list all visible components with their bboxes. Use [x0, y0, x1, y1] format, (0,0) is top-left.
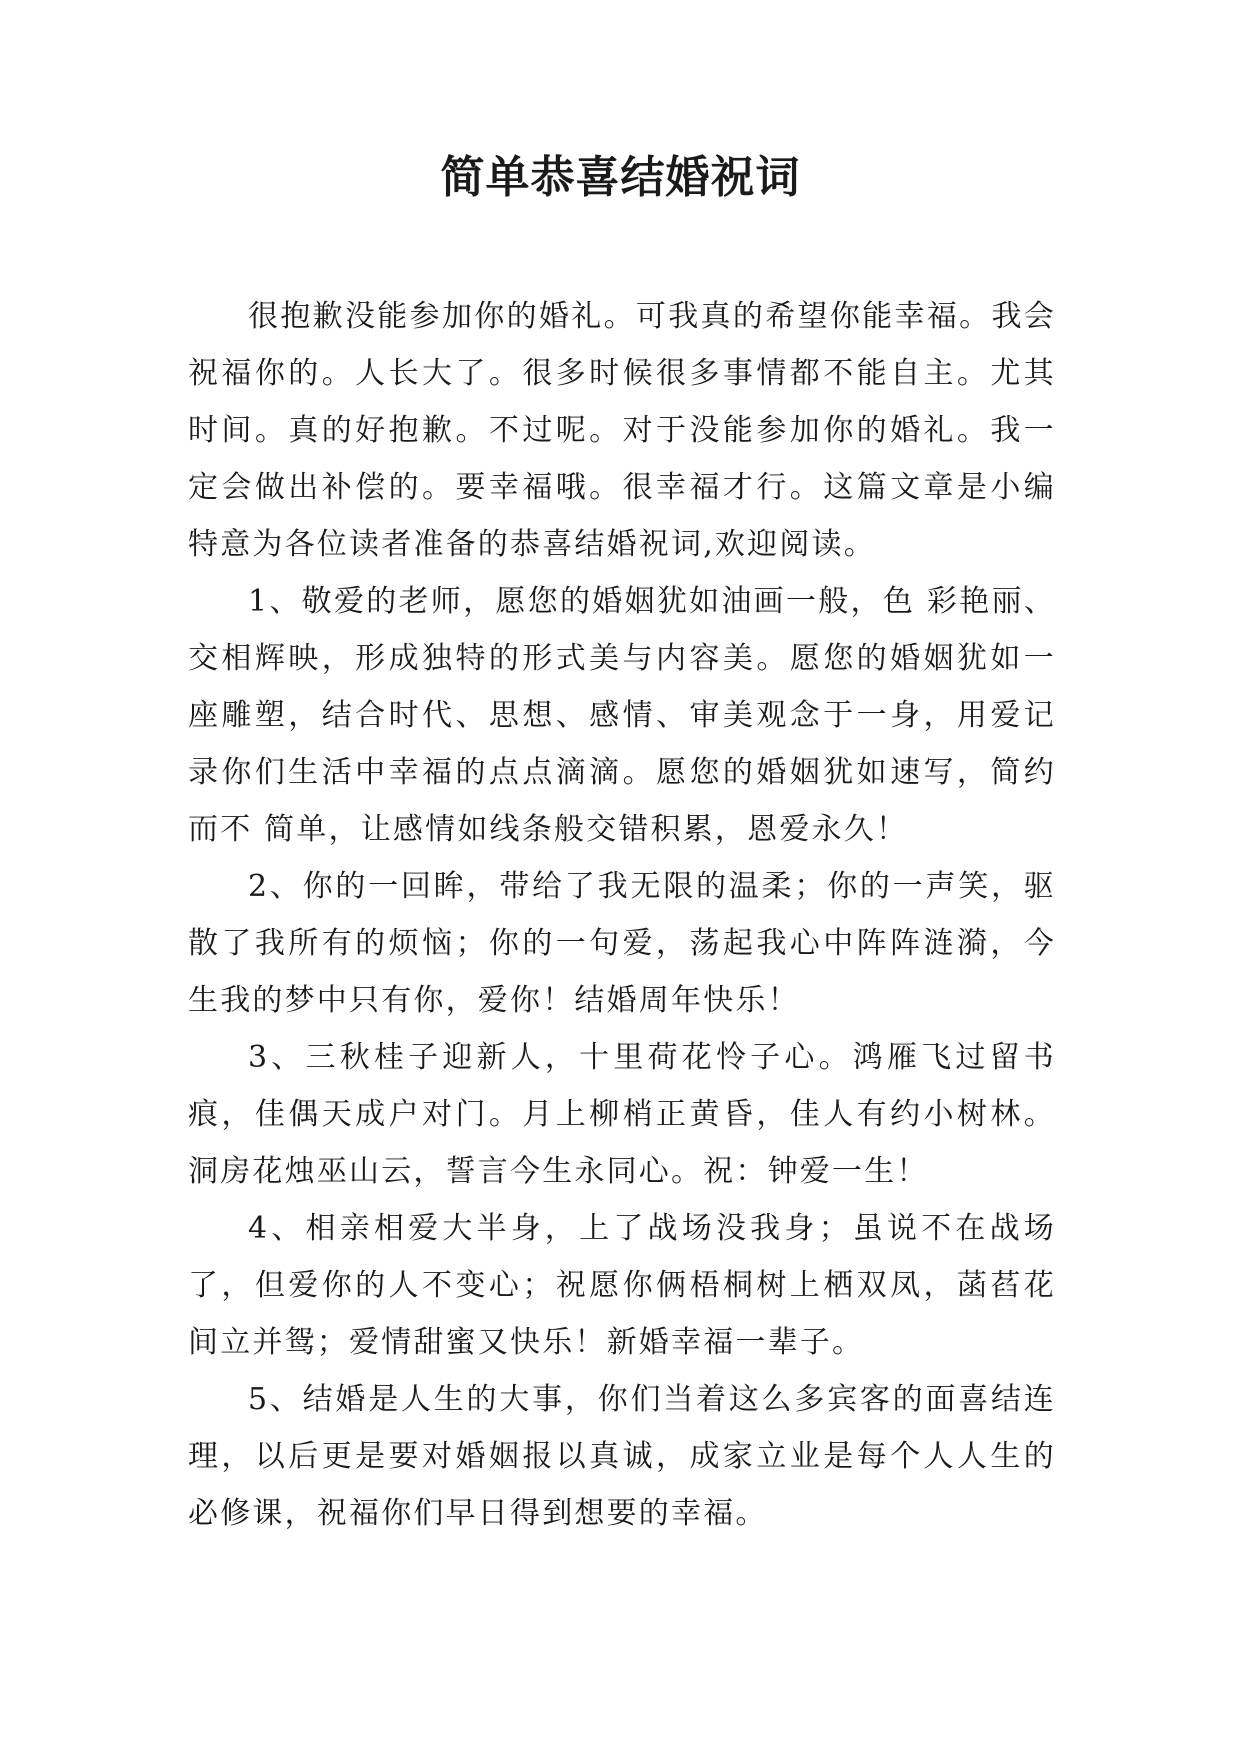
intro-paragraph: 很抱歉没能参加你的婚礼。可我真的希望你能幸福。我会祝福你的。人长大了。很多时候很多事情都不能自主。尤其时间。真的好抱歉。不过呢。对于没能参加你的婚礼。我一定会做出补偿的。要幸福哦。很幸福才行。这篇文章是小编特意为各位读者准备的恭喜结婚祝词,欢迎阅读。	[188, 299, 1056, 562]
page-title: 简单恭喜结婚祝词	[440, 152, 801, 203]
wish-paragraph-3: 3、三秋桂子迎新人，十里荷花怜子心。鸿雁飞过留书痕，佳偶天成户对门。月上柳梢正黄昏，佳人有约小树林。洞房花烛巫山云，誓言今生永同心。祝：钟爱一生！	[188, 1040, 1056, 1189]
wish-paragraph-2: 2、你的一回眸，带给了我无限的温柔；你的一声笑，驱散了我所有的烦恼；你的一句爱，荡起我心中阵阵涟漪，今生我的梦中只有你，爱你！结婚周年快乐！	[188, 869, 1056, 1018]
wish-paragraph-1: 1、敬爱的老师，愿您的婚姻犹如油画一般，色 彩艳丽、交相辉映，形成独特的形式美与内容美。愿您的婚姻犹如一座雕塑，结合时代、思想、感情、审美观念于一身，用爱记录你们生活中幸福的点点滴滴。愿您的婚姻犹如速写，简约而不 简单，让感情如线条般交错积累，恩爱永久！	[188, 584, 1056, 847]
wish-paragraph-4: 4、相亲相爱大半身，上了战场没我身；虽说不在战场了，但爱你的人不变心；祝愿你俩梧桐树上栖双凤，菡萏花间立并鸳；爱情甜蜜又快乐！新婚幸福一辈子。	[188, 1211, 1056, 1360]
wish-paragraph-5: 5、结婚是人生的大事，你们当着这么多宾客的面喜结连理，以后更是要对婚姻报以真诚，成家立业是每个人人生的必修课，祝福你们早日得到想要的幸福。	[188, 1382, 1056, 1531]
document-body	[188, 288, 1056, 1542]
